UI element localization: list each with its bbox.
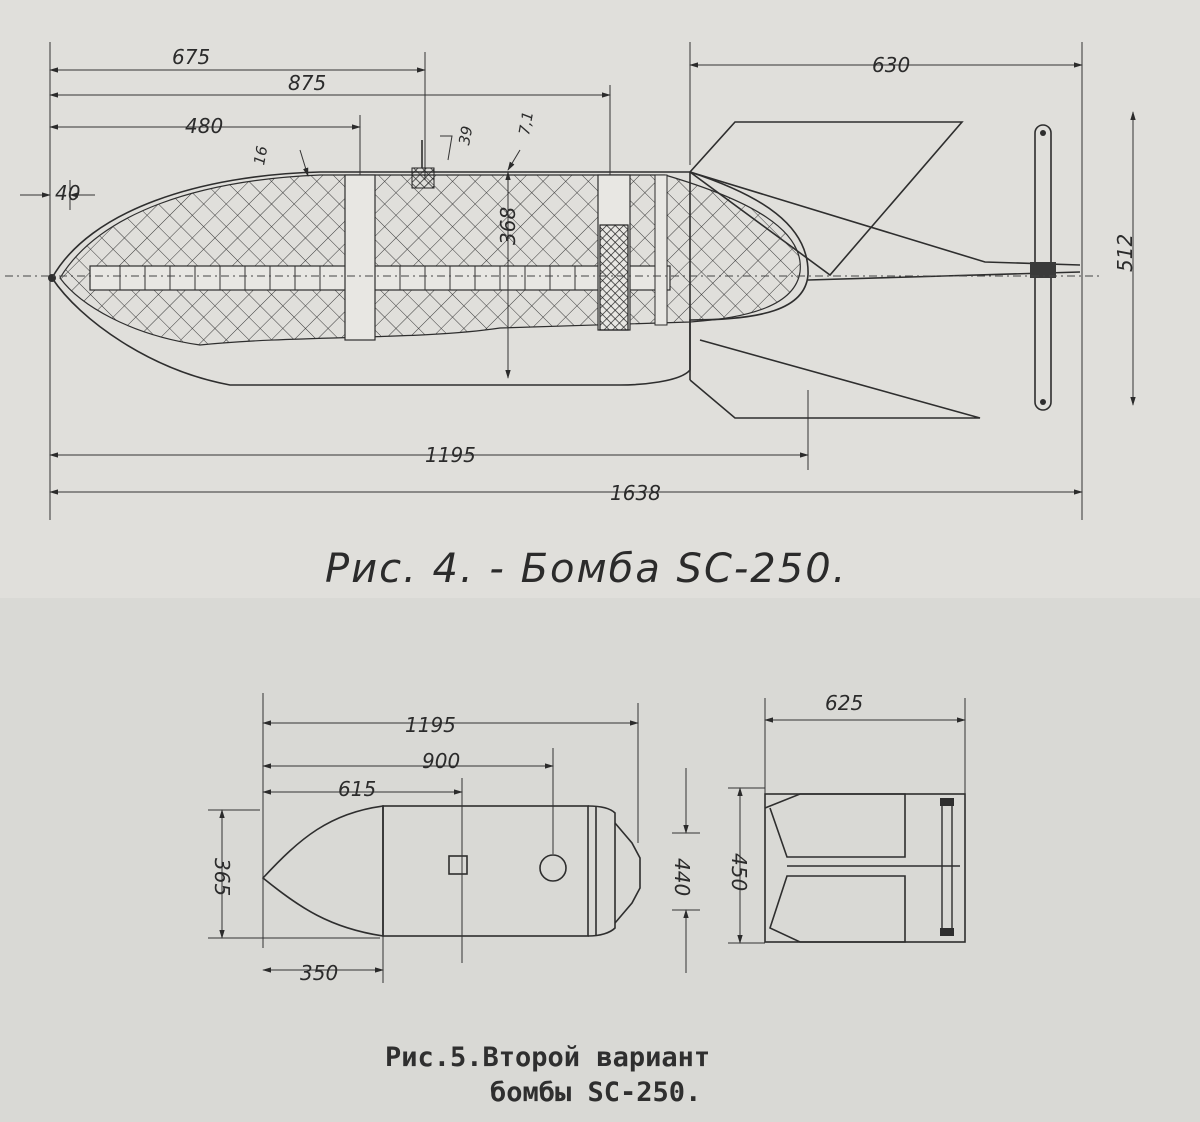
dim-39: 39 [455, 124, 477, 147]
dim-368: 368 [496, 206, 520, 245]
dim-40: 40 [55, 181, 81, 205]
explosive-fill [60, 175, 800, 345]
dim-615: 615 [338, 777, 377, 801]
bomb-body [48, 140, 808, 385]
figure-5-caption-line-2: бомбы SC-250. [490, 1077, 702, 1108]
bomb-tail-view [765, 794, 965, 942]
dimension-lines [208, 693, 965, 983]
suspension-lug [412, 168, 434, 188]
dim-630: 630 [872, 53, 911, 77]
dim-675: 675 [172, 45, 211, 69]
dim-365: 365 [210, 858, 234, 897]
booster-tube [90, 266, 670, 290]
figure-5-drawing [0, 598, 1200, 1122]
suspension-lug [449, 856, 467, 874]
dim-440: 440 [670, 858, 694, 897]
dim-350: 350 [300, 961, 339, 985]
dim-16: 16 [250, 144, 272, 167]
dim-900: 900 [422, 749, 461, 773]
bomb-side-view [263, 806, 640, 936]
fuze-port [540, 855, 566, 881]
fuze-pocket-front [345, 175, 375, 340]
figure-4-caption: Рис. 4. - Бомба SC-250. [325, 546, 848, 592]
dim-7-1: 7,1 [515, 109, 538, 137]
tail-strut [1030, 125, 1056, 410]
figure-5-caption-line-1: Рис.5.Второй вариант [385, 1042, 711, 1073]
dim-1638: 1638 [610, 481, 661, 505]
dim-512: 512 [1113, 233, 1137, 272]
dim-1195: 1195 [405, 713, 456, 737]
figure-5-sheet [0, 598, 1200, 1122]
dim-875: 875 [288, 71, 327, 95]
booster-charge [600, 225, 628, 330]
dim-625: 625 [825, 691, 864, 715]
dim-450: 450 [727, 853, 751, 892]
dim-1195: 1195 [425, 443, 476, 467]
dim-480: 480 [185, 114, 224, 138]
